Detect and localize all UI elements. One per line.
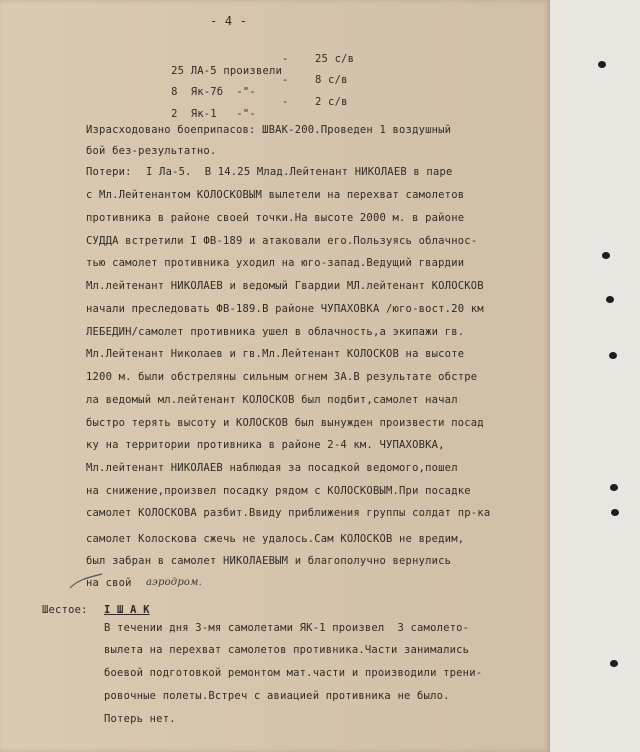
losses-line: 1200 м. были обстреляны сильным огнем ЗА.В результате обстре [86,371,478,383]
page-number: - 4 - [210,14,248,28]
binding-hole [606,296,614,303]
losses-line: был забран в самолет НИКОЛАЕВЫМ и благополучно вернулись [86,555,452,567]
losses-line: Мл.лейтенант НИКОЛАЕВ наблюдая за посадкой ведомого,пошел [86,462,458,474]
losses-line: ЛЕБЕДИН/самолет противника ушел в облачность,а экипажи гв. [86,326,465,338]
losses-line: тью самолет противника уходил на юго-запад.Ведущий гвардии [86,257,465,269]
plane-type: Як-1 [190,108,217,120]
losses-line: Мл.Лейтенант Николаев и гв.Мл.Лейтенант КОЛОСКОВ на высоте [86,348,465,360]
sixth-line: вылета на перехват самолетов противника.Части занимались [104,644,470,656]
losses-line: быстро терять высоту и КОЛОСКОВ был вынужден произвести посад [86,417,484,429]
losses-line: на свой [86,577,132,589]
binding-hole [598,61,606,68]
plane-label: -"- [236,86,256,98]
losses-line: ку на территории противника в районе 2-4 км. ЧУПАХОВКА, [86,439,445,451]
losses-line: самолет КОЛОСКОВА разбит.Ввиду приближения группы солдат пр-ка [86,507,491,519]
binding-hole [610,660,618,667]
plane-sorties: 8 с/в [315,74,348,86]
plane-sorties: 2 с/в [315,96,348,108]
losses-label: Потери: [86,166,132,178]
ammo-line: Израсходовано боеприпасов: ШВАК-200.Проведен 1 воздушный [86,124,452,136]
plane-dash: - [282,53,289,65]
sixth-line: В течении дня 3-мя самолетами ЯК-1 произвел 3 самолето- [104,622,470,634]
section-label: Шестое: [42,604,88,616]
handwritten-word: аэродром. [146,577,203,588]
losses-line: на снижение,произвел посадку рядом с КОЛОСКОВЫМ.При посадке [86,485,471,497]
losses-line: Мл.лейтенант НИКОЛАЕВ и ведомый Гвардии МЛ.лейтенант КОЛОСКОВ [86,280,484,292]
section-title: I Ш А К [104,604,150,616]
losses-line: ла ведомый мл.лейтенант КОЛОСКОВ был подбит,самолет начал [86,394,458,406]
plane-dash: - [282,96,289,108]
plane-dash: - [282,74,289,86]
plane-qty: 25 [171,65,185,77]
binding-strip [550,0,640,752]
losses-line: с Мл.Лейтенантом КОЛОСКОВЫМ вылетели на перехват самолетов [86,189,465,201]
plane-type: ЛА-5 [190,65,217,77]
losses-line: самолет Колоскова сжечь не удалось.Сам КОЛОСКОВ не вредим, [86,533,465,545]
sixth-line: Потерь нет. [104,713,176,725]
plane-label: произвели [223,65,283,77]
binding-hole [609,352,617,359]
plane-qty: 8 [171,86,178,98]
plane-label: -"- [236,108,256,120]
binding-hole [610,484,618,491]
binding-hole [602,252,610,259]
losses-line: противника в районе своей точки.На высоте 2000 м. в районе [86,212,465,224]
plane-type: Як-7б [190,86,224,98]
plane-sorties: 25 с/в [315,53,355,65]
plane-qty: 2 [171,108,178,120]
sixth-line: боевой подготовкой ремонтом мат.части и производили трени- [104,667,483,679]
losses-line: СУДДА встретили I ФВ-189 и атаковали его.Пользуясь облачнос- [86,235,478,247]
handwritten-mark [68,568,108,598]
binding-hole [611,509,619,516]
losses-line: начали преследовать ФВ-189.В районе ЧУПАХОВКА /юго-вост.20 км [86,303,484,315]
ammo-line: бой без-результатно. [86,145,217,157]
losses-line: I Ла-5. В 14.25 Млад.Лейтенант НИКОЛАЕВ в паре [146,166,453,178]
sixth-line: ровочные полеты.Встреч с авиацией противника не было. [104,690,450,702]
